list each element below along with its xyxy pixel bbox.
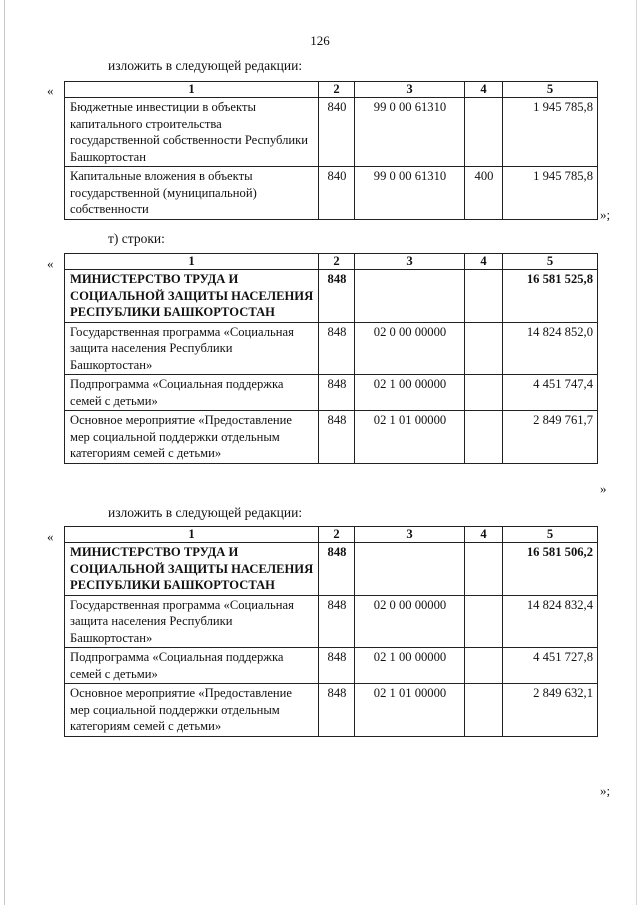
- row-name: Подпрограмма «Социальная поддержка семей с детьми»: [65, 375, 319, 411]
- row-ministry-code: 848: [319, 648, 355, 684]
- row-target-code: [355, 270, 465, 323]
- row-amount: 2 849 632,1: [503, 684, 598, 737]
- row-target-code: 02 1 00 00000: [355, 648, 465, 684]
- table-row: [65, 411, 598, 464]
- row-name: Подпрограмма «Социальная поддержка семей с детьми»: [65, 648, 319, 684]
- column-header: 5: [503, 254, 598, 270]
- column-header: 4: [465, 527, 503, 543]
- row-amount: 2 849 761,7: [503, 411, 598, 464]
- intro-paragraph-3: изложить в следующей редакции:: [108, 505, 303, 520]
- column-header: 4: [465, 254, 503, 270]
- row-amount: 4 451 727,8: [503, 648, 598, 684]
- row-amount: 1 945 785,8: [503, 167, 598, 220]
- row-expense-type: [465, 543, 503, 596]
- row-name: МИНИСТЕРСТВО ТРУДА И СОЦИАЛЬНОЙ ЗАЩИТЫ НАСЕЛЕНИЯ РЕСПУБЛИКИ БАШКОРТОСТАН: [65, 270, 319, 323]
- row-amount: 4 451 747,4: [503, 375, 598, 411]
- scan-edge-right: [636, 0, 637, 905]
- table-row: [65, 648, 598, 684]
- column-header: 5: [503, 82, 598, 98]
- row-name: Бюджетные инвестиции в объекты капитального строительства государственной собственности Республики Башкортостан: [65, 98, 319, 167]
- row-amount: 1 945 785,8: [503, 98, 598, 167]
- row-expense-type: [465, 684, 503, 737]
- opening-quote-2: «: [47, 256, 54, 271]
- table-row: [65, 322, 598, 375]
- row-target-code: 02 1 01 00000: [355, 684, 465, 737]
- row-name: Основное мероприятие «Предоставление мер социальной поддержки отдельным категориям семей с детьми»: [65, 411, 319, 464]
- row-expense-type: [465, 411, 503, 464]
- row-amount: 14 824 852,0: [503, 322, 598, 375]
- row-name: Капитальные вложения в объекты государственной (муниципальной) собственности: [65, 167, 319, 220]
- intro-paragraph-2: т) строки:: [108, 231, 165, 246]
- table-header-row: [65, 527, 598, 543]
- budget-table-2: [64, 253, 598, 464]
- row-name: МИНИСТЕРСТВО ТРУДА И СОЦИАЛЬНОЙ ЗАЩИТЫ НАСЕЛЕНИЯ РЕСПУБЛИКИ БАШКОРТОСТАН: [65, 543, 319, 596]
- row-name: Основное мероприятие «Предоставление мер социальной поддержки отдельным категориям семей с детьми»: [65, 684, 319, 737]
- column-header: 2: [319, 527, 355, 543]
- row-expense-type: [465, 322, 503, 375]
- intro-paragraph-1: изложить в следующей редакции:: [108, 58, 303, 73]
- row-expense-type: [465, 270, 503, 323]
- row-target-code: 99 0 00 61310: [355, 98, 465, 167]
- row-target-code: 02 1 01 00000: [355, 411, 465, 464]
- column-header: 2: [319, 254, 355, 270]
- row-amount: 16 581 525,8: [503, 270, 598, 323]
- table-row: [65, 684, 598, 737]
- opening-quote-1: «: [47, 83, 54, 98]
- row-target-code: 02 0 00 00000: [355, 595, 465, 648]
- row-expense-type: [465, 98, 503, 167]
- table-row: [65, 375, 598, 411]
- row-name: Государственная программа «Социальная защита населения Республики Башкортостан»: [65, 322, 319, 375]
- row-target-code: [355, 543, 465, 596]
- row-ministry-code: 840: [319, 98, 355, 167]
- row-expense-type: [465, 595, 503, 648]
- table-row: [65, 595, 598, 648]
- budget-table-3: [64, 526, 598, 737]
- row-ministry-code: 840: [319, 167, 355, 220]
- table-row: [65, 98, 598, 167]
- column-header: 1: [65, 527, 319, 543]
- row-expense-type: [465, 648, 503, 684]
- row-ministry-code: 848: [319, 595, 355, 648]
- column-header: 3: [355, 254, 465, 270]
- row-expense-type: [465, 375, 503, 411]
- row-ministry-code: 848: [319, 543, 355, 596]
- row-name: Государственная программа «Социальная защита населения Республики Башкортостан»: [65, 595, 319, 648]
- column-header: 4: [465, 82, 503, 98]
- budget-table-1: [64, 81, 598, 220]
- column-header: 5: [503, 527, 598, 543]
- row-target-code: 02 1 00 00000: [355, 375, 465, 411]
- row-ministry-code: 848: [319, 270, 355, 323]
- table-row: [65, 270, 598, 323]
- table-row: [65, 167, 598, 220]
- row-ministry-code: 848: [319, 375, 355, 411]
- row-expense-type: 400: [465, 167, 503, 220]
- column-header: 2: [319, 82, 355, 98]
- row-ministry-code: 848: [319, 322, 355, 375]
- page-number: 126: [310, 33, 330, 48]
- closing-quote-3: »;: [600, 783, 611, 798]
- column-header: 3: [355, 527, 465, 543]
- row-ministry-code: 848: [319, 411, 355, 464]
- closing-quote-2: »: [600, 481, 607, 496]
- row-target-code: 02 0 00 00000: [355, 322, 465, 375]
- scan-edge-left: [4, 0, 5, 905]
- closing-quote-1: »;: [600, 207, 611, 222]
- table-header-row: [65, 82, 598, 98]
- table-header-row: [65, 254, 598, 270]
- row-amount: 14 824 832,4: [503, 595, 598, 648]
- row-ministry-code: 848: [319, 684, 355, 737]
- column-header: 1: [65, 82, 319, 98]
- row-amount: 16 581 506,2: [503, 543, 598, 596]
- column-header: 1: [65, 254, 319, 270]
- opening-quote-3: «: [47, 529, 54, 544]
- column-header: 3: [355, 82, 465, 98]
- row-target-code: 99 0 00 61310: [355, 167, 465, 220]
- table-row: [65, 543, 598, 596]
